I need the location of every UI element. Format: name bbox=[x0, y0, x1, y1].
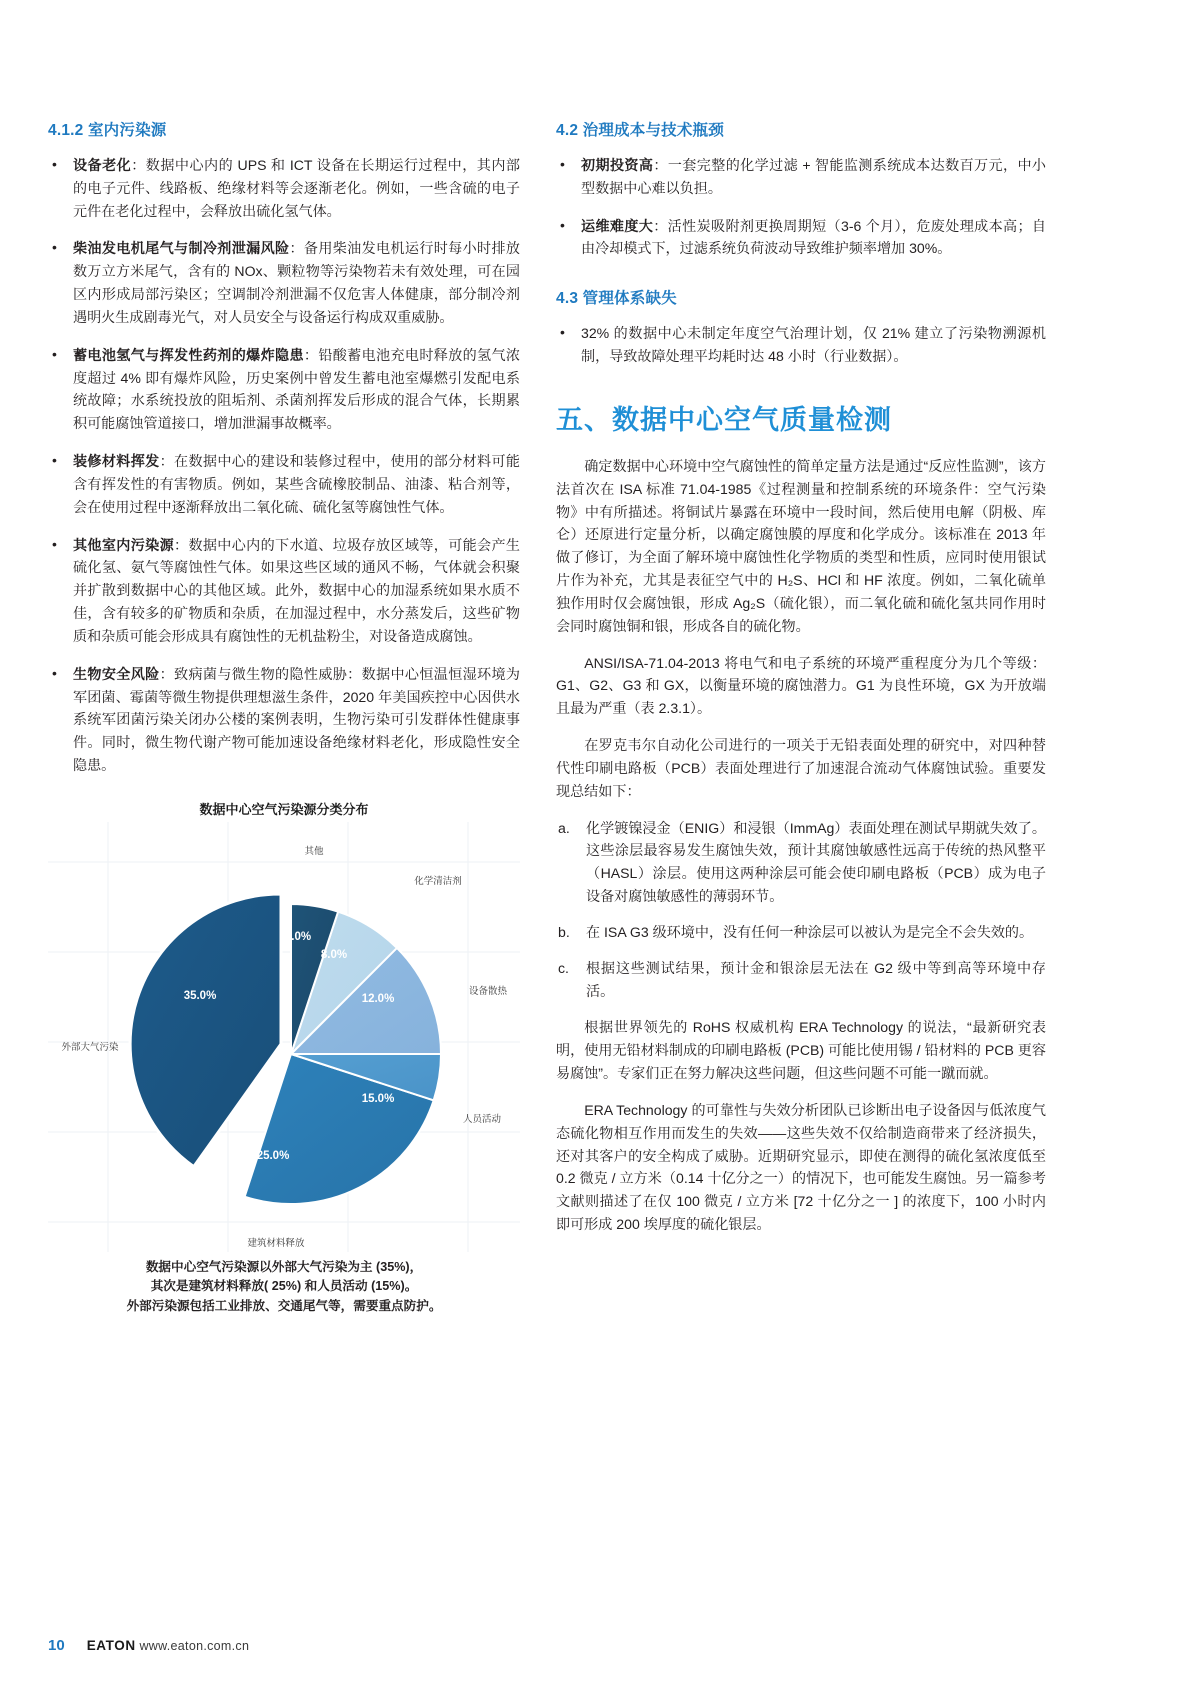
pie-category-label-0: 外部大气污染 bbox=[61, 1041, 119, 1053]
bullet-lead: 其他室内污染源 bbox=[73, 536, 175, 553]
bullet-body: ：在数据中心的建设和装修过程中，使用的部分材料可能含有挥发性的有害物质。例如，某些含硫橡胶制品、油漆、粘合剂等，会在使用过程中逐渐释放出二氧化硫、硫化氢等腐蚀性气体。 bbox=[73, 453, 521, 515]
page-number: 10 bbox=[48, 1637, 65, 1654]
list-item bbox=[48, 663, 520, 777]
chart-caption-line: 外部污染源包括工业排放、交通尾气等，需要重点防护。 bbox=[126, 1298, 442, 1313]
two-column-body bbox=[48, 118, 1152, 1316]
list-item bbox=[556, 817, 1046, 908]
bullet-body: ：致病菌与微生物的隐性威胁：数据中心恒温恒湿环境为军团菌、霉菌等微生物提供理想滋生条件，2020 年美国疾控中心因供水系统军团菌污染关闭办公楼的案例表明，生物污染可引发群体性健康事件。同时，微生物代谢产物可能加速设备绝缘材料老化，形成隐性安全隐患。 bbox=[73, 665, 521, 774]
brand-name: EATON bbox=[86, 1638, 136, 1653]
paragraph: 确定数据中心环境中空气腐蚀性的简单定量方法是通过“反应性监测”，该方法首次在 ISA 标准 71.04‑1985《过程测量和控制系统的环境条件：空气污染物》中有所描述。将铜试片暴露在环境中一段时间，然后使用电解（阴极、库仑）还原进行定量分析，以确定腐蚀膜的厚度和化学成分。该标准在 2013 年做了修订，为全面了解环境中腐蚀性化学物质的类型和性质，应同时使用银试片作为补充，尤其是表征空气中的 H₂S、HCl 和 HF 浓度。例如，二氧化硫单独作用时仅会腐蚀银，形成 Ag₂S（硫化银），而二氧化硫和硫化氢共同作用时会同时腐蚀铜和银，形成各自的硫化物。 bbox=[556, 457, 1046, 634]
list-item bbox=[556, 322, 1046, 368]
list-item bbox=[48, 154, 520, 222]
bullet-lead: 运维难度大 bbox=[581, 217, 654, 234]
left-column bbox=[48, 118, 520, 1316]
bullet-body: ：数据中心内的下水道、垃圾存放区域等，可能会产生硫化氢、氨气等腐蚀性气体。如果这些区域的通风不畅，气体就会积聚并扩散到数据中心的其他区域。此外，数据中心的加湿系统如果水质不佳，含有较多的矿物质和杂质，在加湿过程中，水分蒸发后，这些矿物质和杂质可能会形成具有腐蚀性的无机盐粉尘，对设备造成腐蚀。 bbox=[73, 536, 521, 644]
chart-caption-line: 数据中心空气污染源以外部大气污染为主 (35%)， bbox=[145, 1259, 423, 1274]
list-marker: a. bbox=[558, 819, 570, 836]
heading-section-5: 五、数据中心空气质量检测 bbox=[556, 404, 892, 435]
bullet-body: ：备用柴油发电机运行时每小时排放数万立方米尾气，含有的 NOx、颗粒物等污染物若未有效处理，可在园区内形成局部污染区；空调制冷剂泄漏不仅危害人体健康，部分制冷剂遇明火生成剧毒光气，对人员安全与设备运行构成双重威胁。 bbox=[73, 240, 520, 325]
list-text: 在 ISA G3 级环境中，没有任何一种涂层可以被认为是完全不会失效的。 bbox=[586, 923, 1034, 940]
paragraph: ERA Technology 的可靠性与失效分析团队已诊断出电子设备因与低浓度气态硫化物相互作用而发生的失效——这些失效不仅给制造商带来了经济损失，还对其客户的安全构成了威胁。近期研究显示，即使在测得的硫化氢浓度低至 0.2 微克 / 立方米（0.14 十亿分之一）的情况下，也可能发生腐蚀。另一篇参考文献则描述了在仅 100 微克 / 立方米 [72 十亿分之一 ] 的浓度下，100 小时内即可形成 200 埃厚度的硫化银层。 bbox=[556, 1101, 1046, 1232]
bullet-lead: 设备老化 bbox=[73, 157, 132, 173]
bullet-body: ：一套完整的化学过滤 + 智能监测系统成本达数百万元，中小型数据中心难以负担。 bbox=[581, 157, 1047, 196]
pie-value-label-3: 12.0% bbox=[361, 992, 395, 1005]
chart-canvas bbox=[48, 822, 520, 1252]
bullet-lead: 蓄电池氢气与挥发性药剂的爆炸隐患 bbox=[73, 346, 304, 363]
list-item bbox=[556, 957, 1046, 1003]
page-footer bbox=[48, 1637, 249, 1654]
right-column bbox=[556, 118, 1046, 1316]
paragraph: 在罗克韦尔自动化公司进行的一项关于无铅表面处理的研究中，对四种替代性印刷电路板（PCB）表面处理进行了加速混合流动气体腐蚀试验。重要发现总结如下： bbox=[556, 737, 1046, 799]
bullet-body: ：数据中心内的 UPS 和 ICT 设备在长期运行过程中，其内部的电子元件、线路板、绝缘材料等会逐渐老化。例如，一些含硫的电子元件在老化过程中，会释放出硫化氢气体。 bbox=[73, 157, 520, 219]
brand-url: www.eaton.com.cn bbox=[139, 1639, 250, 1653]
list-item bbox=[556, 921, 1046, 944]
chart-caption bbox=[48, 1258, 520, 1317]
pie-category-label-2: 人员活动 bbox=[462, 1113, 502, 1125]
pie-value-label-5: 5.0% bbox=[284, 930, 312, 943]
findings-list bbox=[556, 817, 1046, 1003]
list-text: 化学镀镍浸金（ENIG）和浸银（ImmAg）表面处理在测试早期就失效了。这些涂层最容易发生腐蚀失效，预计其腐蚀敏感性远高于传统的热风整平（HASL）涂层。使用这两种涂层可能会使印刷电路板（PCB）成为电子设备对腐蚀敏感性的薄弱环节。 bbox=[586, 819, 1046, 905]
list-item bbox=[48, 534, 520, 648]
bullet-lead: 装修材料挥发 bbox=[73, 453, 160, 470]
pie-slice-external-air bbox=[130, 894, 281, 1167]
management-gap-list bbox=[556, 322, 1046, 368]
pie-value-label-4: 8.0% bbox=[320, 948, 348, 961]
list-marker: b. bbox=[558, 923, 570, 940]
pollution-source-pie-chart bbox=[48, 799, 520, 1317]
pie-value-label-2: 15.0% bbox=[361, 1092, 395, 1105]
bullet-body: ：活性炭吸附剂更换周期短（3-6 个月），危废处理成本高；自由冷却模式下，过滤系统负荷波动导致维护频率增加 30%。 bbox=[581, 217, 1047, 257]
pie-svg bbox=[48, 822, 520, 1252]
list-marker: c. bbox=[558, 959, 569, 976]
brand-footer bbox=[87, 1638, 250, 1653]
chart-title: 数据中心空气污染源分类分布 bbox=[199, 801, 369, 817]
pie-category-label-5: 其他 bbox=[304, 845, 324, 857]
list-item bbox=[48, 450, 520, 518]
heading-4-1-2: 4.1.2 室内污染源 bbox=[48, 122, 167, 139]
list-item bbox=[556, 215, 1046, 261]
bullet-body: 32% 的数据中心未制定年度空气治理计划，仅 21% 建立了污染物溯源机制，导致故障处理平均耗时达 48 小时（行业数据）。 bbox=[581, 325, 1046, 365]
bullet-lead: 生物安全风险 bbox=[73, 665, 160, 682]
heading-4-3: 4.3 管理体系缺失 bbox=[556, 290, 677, 308]
pie-value-label-0: 35.0% bbox=[183, 989, 217, 1002]
chart-caption-line: 其次是建筑材料释放( 25%) 和人员活动 (15%)。 bbox=[150, 1279, 418, 1294]
bullet-lead: 初期投资高 bbox=[581, 157, 654, 173]
list-text: 根据这些测试结果，预计金和银涂层无法在 G2 级中等到高等环境中存活。 bbox=[586, 959, 1046, 999]
list-item bbox=[556, 154, 1046, 200]
pie-category-label-1: 建筑材料释放 bbox=[247, 1237, 305, 1249]
paragraph: 根据世界领先的 RoHS 权威机构 ERA Technology 的说法，“最新研究表明，使用无铅材料制成的印刷电路板 (PCB) 可能比使用锡 / 铅材料的 PCB 更容易腐蚀”。专家们正在努力解决这些问题，但这些问题不可能一蹴而就。 bbox=[556, 1019, 1046, 1082]
bullet-body: ：铅酸蓄电池充电时释放的氢气浓度超过 4% 即有爆炸风险，历史案例中曾发生蓄电池室爆燃引发配电系统故障；水系统投放的阻垢剂、杀菌剂挥发后形成的混合气体，长期累积可能腐蚀管道接口，增加泄漏事故概率。 bbox=[73, 346, 521, 432]
heading-4-2: 4.2 治理成本与技术瓶颈 bbox=[556, 122, 724, 139]
indoor-pollution-sources-list bbox=[48, 154, 520, 777]
pie-category-label-3: 设备散热 bbox=[468, 985, 508, 997]
pie-category-label-4: 化学清洁剂 bbox=[414, 875, 462, 887]
list-item bbox=[48, 237, 520, 328]
paragraph: ANSI/ISA‑71.04‑2013 将电气和电子系统的环境严重程度分为几个等级：G1、G2、G3 和 GX，以衡量环境的腐蚀潜力。G1 为良性环境，GX 为开放端且最为严重（表 2.3.1）。 bbox=[556, 654, 1046, 717]
list-item bbox=[48, 344, 520, 435]
pie-value-label-1: 25.0% bbox=[256, 1149, 290, 1162]
cost-bottleneck-list bbox=[556, 154, 1046, 260]
bullet-lead: 柴油发电机尾气与制冷剂泄漏风险 bbox=[73, 240, 290, 257]
